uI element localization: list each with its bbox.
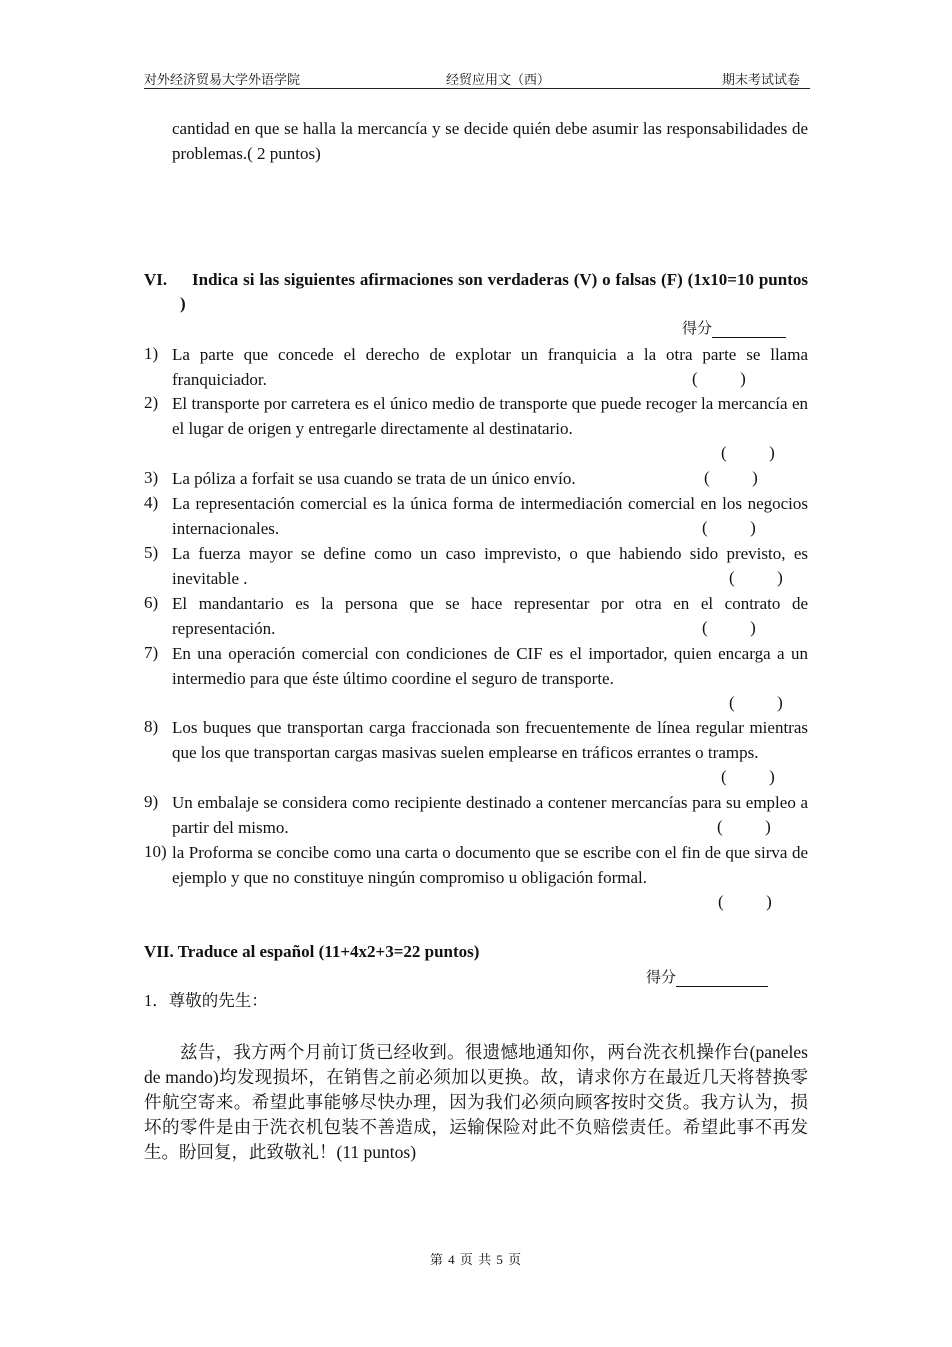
item-number: 5) — [144, 543, 159, 562]
header-exam-type: 期末考试试卷 — [721, 72, 800, 87]
item-number: 1) — [144, 344, 159, 363]
score-blank[interactable] — [676, 971, 768, 987]
score-label: 得分 — [682, 321, 713, 337]
section7-score — [646, 966, 768, 987]
item-number: 9) — [144, 792, 159, 811]
statement-text: La fuerza mayor se define como un caso imprevisto, o que habiendo sido previsto, es inevitable . — [172, 544, 808, 588]
question1-salutation: 1．尊敬的先生： — [144, 991, 268, 1010]
item-number: 4) — [144, 493, 159, 512]
answer-blank[interactable]: ( ) — [702, 518, 756, 537]
page-header — [144, 66, 810, 89]
statement-text: La parte que concede el derecho de explotar un franquicia a la otra parte se llama franquiciador. — [172, 345, 808, 389]
section6-score — [682, 317, 786, 338]
answer-blank[interactable]: ( ) — [721, 767, 775, 786]
header-institution: 对外经济贸易大学外语学院 — [144, 72, 301, 87]
statement-text: El mandantario es la persona que se hace representar por otra en el contrato de representación. — [172, 594, 808, 638]
statement-text: En una operación comercial con condiciones de CIF es el importador, quien encarga a un intermedio para que éste último coordine el seguro de transporte. — [172, 644, 808, 688]
item-number: 10) — [144, 842, 167, 861]
statement-text: la Proforma se concibe como una carta o documento que se escribe con el fin de que sirva de ejemplo y que no constituye ningún compromiso u obligación formal. — [172, 843, 808, 887]
item-number: 2) — [144, 393, 159, 412]
statement-text: El transporte por carretera es el único medio de transporte que puede recoger la mercancía en el lugar de origen y entregarle directamente al destinatario. — [172, 394, 808, 438]
answer-blank[interactable]: ( ) — [729, 693, 783, 712]
item-number: 7) — [144, 643, 159, 662]
intro-paragraph: cantidad en que se halla la mercancía y se decide quién debe asumir las responsabilidades de problemas.( 2 puntos) — [172, 119, 808, 163]
statement-text: Los buques que transportan carga fraccionada son frecuentemente de línea regular mientras que los que transportan cargas masivas suelen emplearse en tráficos errantes o tramps. — [172, 718, 808, 762]
item-number: 6) — [144, 593, 159, 612]
score-label: 得分 — [646, 970, 677, 986]
answer-blank[interactable]: ( ) — [721, 443, 775, 462]
section6-number: VI. — [144, 270, 168, 289]
statement-text: La representación comercial es la única forma de intermediación comercial en los negocios internacionales. — [172, 494, 808, 538]
answer-blank[interactable]: ( ) — [702, 618, 756, 637]
item-number: 3) — [144, 468, 159, 487]
question1-chinese-text: 兹告，我方两个月前订货已经收到。很遗憾地通知你，两台洗衣机操作台(paneles de mando)均发现损坏，在销售之前必须加以更换。故，请求你方在最近几天将替换零件航空寄来。希望此事能够尽快办理，因为我们必须向顾客按时交货。我方认为，损坏的零件是由于洗衣机包装不善造成，运输保险对此不负赔偿责任。希望此事不再发生。盼回复，此致敬礼！(11 puntos) — [144, 1042, 808, 1162]
item-number: 8) — [144, 717, 159, 736]
section6-title: Indica si las siguientes afirmaciones son verdaderas (V) o falsas (F) (1x10=10 puntos ) — [180, 270, 808, 313]
answer-blank[interactable]: ( ) — [704, 468, 758, 487]
answer-blank[interactable]: ( ) — [717, 817, 771, 836]
answer-blank[interactable]: ( ) — [692, 369, 746, 388]
header-course: 经贸应用文（西） — [446, 72, 551, 87]
statement-text: La póliza a forfait se usa cuando se trata de un único envío. — [172, 469, 576, 488]
statement-text: Un embalaje se considera como recipiente destinado a contener mercancías para su empleo a partir del mismo. — [172, 793, 808, 837]
answer-blank[interactable]: ( ) — [729, 568, 783, 587]
score-blank[interactable] — [712, 322, 786, 338]
page-number: 第 4 页 共 5 页 — [429, 1252, 523, 1267]
section7-title: VII. Traduce al español (11+4x2+3=22 puntos) — [144, 942, 480, 961]
answer-blank[interactable]: ( ) — [718, 892, 772, 911]
